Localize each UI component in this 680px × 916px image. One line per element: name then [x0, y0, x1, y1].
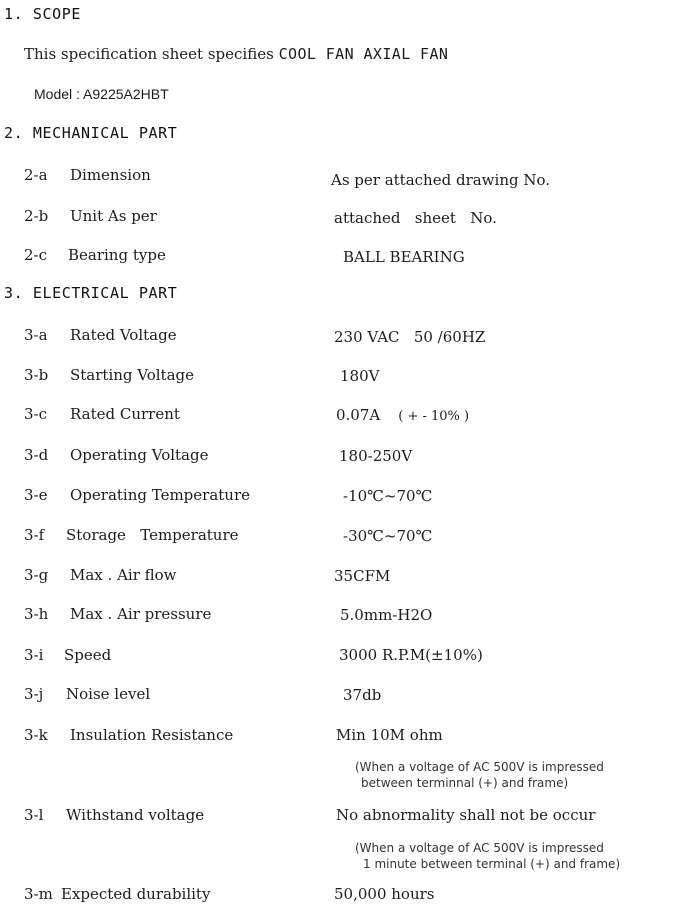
spec-row-3d: [0, 446, 680, 468]
spec-code: 3-l: [24, 806, 44, 824]
spec-value: attached sheet No.: [334, 209, 497, 227]
spec-row-3j: [0, 685, 680, 707]
model-label: Model :: [34, 86, 80, 102]
spec-value: 50,000 hours: [334, 885, 435, 903]
spec-row-3i: [0, 646, 680, 668]
withstand-note-line-2: 1 minute between terminal (+) and frame): [363, 857, 621, 871]
spec-value: -30℃~70℃: [343, 527, 433, 545]
spec-code: 3-d: [24, 446, 49, 464]
spec-label: Starting Voltage: [70, 366, 195, 384]
spec-label: Dimension: [70, 166, 151, 184]
spec-code: 3-h: [24, 605, 49, 623]
section-heading-electrical: 3. ELECTRICAL PART: [4, 284, 178, 302]
spec-row-3c: [0, 405, 680, 427]
spec-row-3k: [0, 726, 680, 748]
spec-code: 3-m: [24, 885, 53, 903]
spec-code: 3-f: [24, 526, 45, 544]
spec-label: Operating Temperature: [70, 486, 251, 504]
spec-code: 3-j: [24, 685, 44, 703]
spec-label: Rated Current: [70, 405, 180, 423]
spec-code: 3-e: [24, 486, 48, 504]
spec-value: 3000 R.P.M(±10%): [339, 646, 483, 664]
insulation-note-line-1: (When a voltage of AC 500V is impressed: [355, 760, 604, 774]
spec-row-3b: [0, 366, 680, 388]
spec-value: 5.0mm-H2O: [340, 606, 433, 624]
spec-row-3e: [0, 486, 680, 508]
spec-value: Min 10M ohm: [336, 726, 443, 744]
model-value: A9225A2HBT: [83, 86, 169, 102]
spec-label: Bearing type: [68, 246, 166, 264]
spec-value: 180-250V: [339, 447, 413, 465]
spec-label: Max . Air flow: [70, 566, 177, 584]
spec-row-3m: [0, 885, 680, 907]
spec-value: 230 VAC 50 /60HZ: [334, 328, 486, 346]
spec-row-3a: [0, 326, 680, 348]
spec-row-3h: [0, 605, 680, 627]
spec-code: 3-k: [24, 726, 48, 744]
scope-product-name: COOL FAN AXIAL FAN: [278, 45, 449, 63]
spec-row-2c: [0, 246, 680, 268]
spec-row-3g: [0, 566, 680, 588]
spec-label: Unit As per: [70, 207, 157, 225]
spec-label: Max . Air pressure: [70, 605, 212, 623]
spec-code: 2-c: [24, 246, 48, 264]
spec-code: 3-a: [24, 326, 48, 344]
spec-label: Withstand voltage: [66, 806, 205, 824]
section-heading-scope: 1. SCOPE: [4, 5, 82, 23]
spec-value: 35CFM: [334, 567, 391, 585]
spec-label: Operating Voltage: [70, 446, 209, 464]
spec-code: 3-c: [24, 405, 48, 423]
model-line: [34, 86, 169, 102]
spec-label: Speed: [64, 646, 112, 664]
spec-value: BALL BEARING: [343, 248, 465, 266]
spec-code: 2-a: [24, 166, 48, 184]
spec-value: 37db: [343, 686, 382, 704]
section-heading-mechanical: 2. MECHANICAL PART: [4, 124, 178, 142]
spec-code: 3-b: [24, 366, 49, 384]
scope-intro-line: [24, 45, 448, 63]
rated-current-value: 0.07A: [336, 406, 381, 424]
spec-value: As per attached drawing No.: [331, 171, 551, 189]
spec-label: Noise level: [66, 685, 151, 703]
spec-row-2a: [0, 166, 680, 188]
spec-row-3l: [0, 806, 680, 828]
withstand-note-line-1: (When a voltage of AC 500V is impressed: [355, 841, 604, 855]
spec-value: 180V: [340, 367, 380, 385]
spec-label: Insulation Resistance: [70, 726, 234, 744]
insulation-note-line-2: between terminnal (+) and frame): [361, 776, 569, 790]
scope-intro-text: This specification sheet specifies: [24, 45, 274, 63]
spec-label: Storage Temperature: [66, 526, 239, 544]
spec-label: Expected durability: [61, 885, 211, 903]
spec-code: 3-g: [24, 566, 49, 584]
spec-label: Rated Voltage: [70, 326, 177, 344]
spec-code: 2-b: [24, 207, 49, 225]
spec-value: [336, 406, 469, 424]
rated-current-tolerance: ( + - 10% ): [398, 409, 470, 424]
spec-code: 3-i: [24, 646, 44, 664]
spec-row-3f: [0, 526, 680, 548]
spec-value: No abnormality shall not be occur: [336, 806, 596, 824]
spec-row-2b: [0, 207, 680, 229]
spec-value: -10℃~70℃: [343, 487, 433, 505]
